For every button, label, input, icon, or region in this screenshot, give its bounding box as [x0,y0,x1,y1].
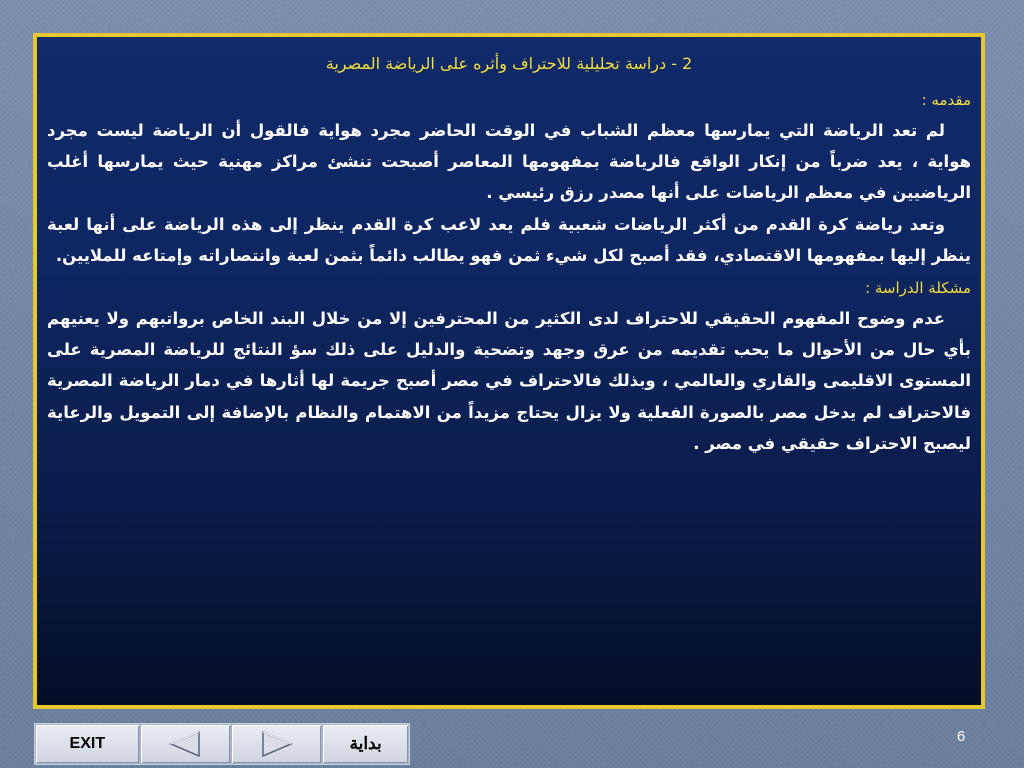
triangle-right-icon [260,730,294,758]
problem-paragraph-1 [47,303,971,459]
problem-paragraph-1-text: عدم وضوح المفهوم الحقيقي للاحتراف لدى الكثير من المحترفين إلا من خلال البند الخاص برواتبهم ولا يعنيهم بأي حال من الأحوال ما يحب تقديمه من عرق وجهد وتضحية والدليل على ذلك سؤ النتائج للرياضة المصرية على المستوى الاقليمى والقاري والعالمي ، وبذلك فالاحتراف في مصر أصبح جريمة لها أثارها في دمار الرياضة المصرية فالاحتراف لم يدخل مصر بالصورة الفعلية ولا يزال يحتاج مزيداً من الاهتمام والنظام بالإضافة إلى التمويل والرعاية ليصبح الاحتراف حقيقي في مصر . [47,309,971,453]
intro-paragraph-2-text: وتعد رياضة كرة القدم من أكثر الرياضات شعبية فلم يعد لاعب كرة القدم ينظر إلى هذه الرياضة على أنها لعبة ينظر إليها بمفهومها الاقتصادي، فقد أصبح لكل شيء ثمن فهو يطالب دائماً بثمن لعبة وانتصاراته وإمتاعه للملايين. [47,214,971,265]
slide-title: 2 - دراسة تحليلية للاحتراف وأثره على الرياضة المصرية [325,54,693,73]
triangle-left-icon [168,730,202,758]
intro-paragraph-1-text: لم تعد الرياضة التي يمارسها معظم الشباب في الوقت الحاضر مجرد هواية فالقول أن الرياضة ليست مجرد هواية ، يعد ضرباً من إنكار الواقع فالرياضة بمفهومها المعاصر أصبحت تنشئ مراكز مهنية حيث يمارسها أغلب الرياضيين في معظم الرياضات على أنها مصدر رزق رئيسي . [47,121,971,203]
navigation-bar [34,723,410,765]
previous-slide-button[interactable] [140,724,231,764]
intro-paragraph-2 [47,209,971,271]
start-button-label: بداية [349,734,382,753]
exit-button[interactable] [35,724,140,764]
page-number: 6 [956,728,966,745]
slide-content-panel [33,33,985,709]
exit-button-label: EXIT [69,735,106,752]
section-heading-problem: مشكلة الدراسة : [865,279,971,298]
next-slide-button[interactable] [231,724,322,764]
start-button[interactable] [322,724,409,764]
section-heading-intro: مقدمه : [921,91,971,109]
intro-paragraph-1 [47,115,971,209]
